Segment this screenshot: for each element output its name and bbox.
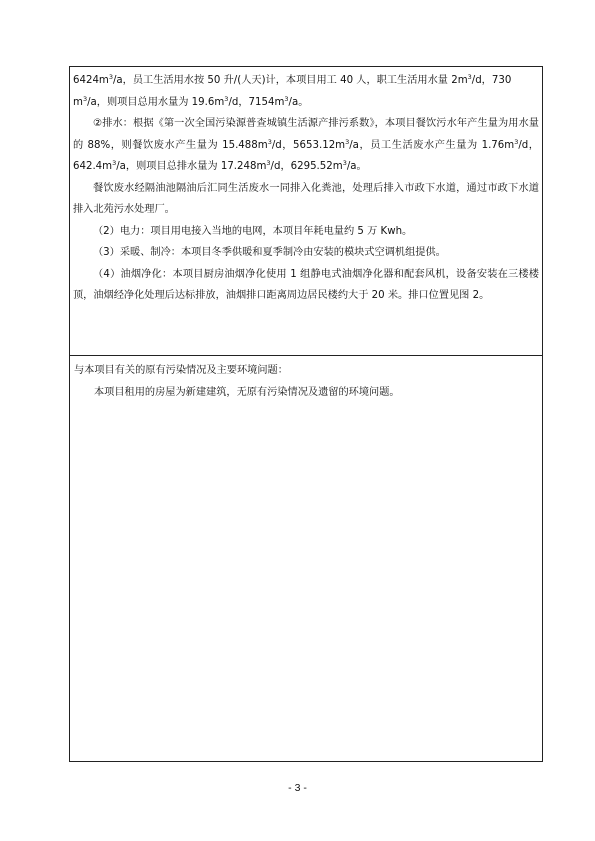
text-span: /a。 xyxy=(346,161,367,172)
page-number: - 3 - xyxy=(288,782,307,794)
text-span: 6424m xyxy=(73,75,109,86)
text-span: /d，6295.52m xyxy=(270,161,343,172)
section-divider xyxy=(70,355,542,356)
text-span: /d，730 xyxy=(471,75,512,86)
drainage-paragraph xyxy=(73,113,539,178)
heating-cooling-paragraph: （3）采暖、制冷：本项目冬季供暖和夏季制冷由安装的模块式空调机组提供。 xyxy=(93,247,446,258)
text-span: ②排水：根据《第一次全国污染源普查城镇生活源产排污系数》，本项目餐饮污水年产生量为用水量的 88%，则餐饮废水产生量为 15.488m xyxy=(73,118,539,151)
sewer-paragraph: 餐饮废水经隔油池隔油后汇同生活废水一同排入化粪池，处理后排入市政下水道，通过市政下水道排入北苑污水处理厂。 xyxy=(73,182,539,215)
superscript: 3 xyxy=(266,159,271,167)
utilities-section xyxy=(73,70,539,307)
text-span: /a，员工生活废水产生量为 1.76m xyxy=(349,139,515,151)
text-span: /d，5653.12m xyxy=(271,139,346,151)
superscript: 3 xyxy=(82,94,88,103)
text-span: /a，员工生活用水按 50 升/(人天)计，本项目用工 40 人，职工生活用水量 2m xyxy=(113,75,468,86)
text-span: /a，则项目总用水量为 19.6m xyxy=(87,96,225,108)
superscript: 3 xyxy=(467,73,472,81)
section-body: 本项目租用的房屋为新建建筑，无原有污染情况及遗留的环境问题。 xyxy=(94,386,400,398)
text-span: /a。 xyxy=(288,96,309,108)
superscript: 3 xyxy=(108,73,113,81)
superscript: 3 xyxy=(345,137,350,146)
text-span: m xyxy=(73,96,83,108)
superscript: 3 xyxy=(224,94,229,103)
existing-pollution-section xyxy=(74,360,539,403)
superscript: 3 xyxy=(342,159,347,167)
superscript: 3 xyxy=(514,137,519,146)
power-paragraph: （2）电力：项目用电接入当地的电网，本项目年耗电量约 5 万 Kwh。 xyxy=(93,225,413,237)
text-span: /d，7154m xyxy=(228,96,285,108)
section-heading: 与本项目有关的原有污染情况及主要环境问题： xyxy=(74,365,288,376)
text-span: /a，则项目总排水量为 17.248m xyxy=(116,161,267,172)
superscript: 3 xyxy=(284,94,289,103)
superscript: 3 xyxy=(112,159,117,167)
content-table xyxy=(69,66,543,762)
fume-purification-paragraph: （4）油烟净化：本项目厨房油烟净化使用 1 组静电式油烟净化器和配套风机，设备安装在三楼楼顶，油烟经净化处理后达标排放，油烟排口距离周边居民楼约大于 20 米。排口位置见图 2。 xyxy=(73,268,539,301)
superscript: 3 xyxy=(267,137,272,146)
water-supply-paragraph xyxy=(73,70,539,113)
text-span: /d，642.4m xyxy=(73,139,539,172)
